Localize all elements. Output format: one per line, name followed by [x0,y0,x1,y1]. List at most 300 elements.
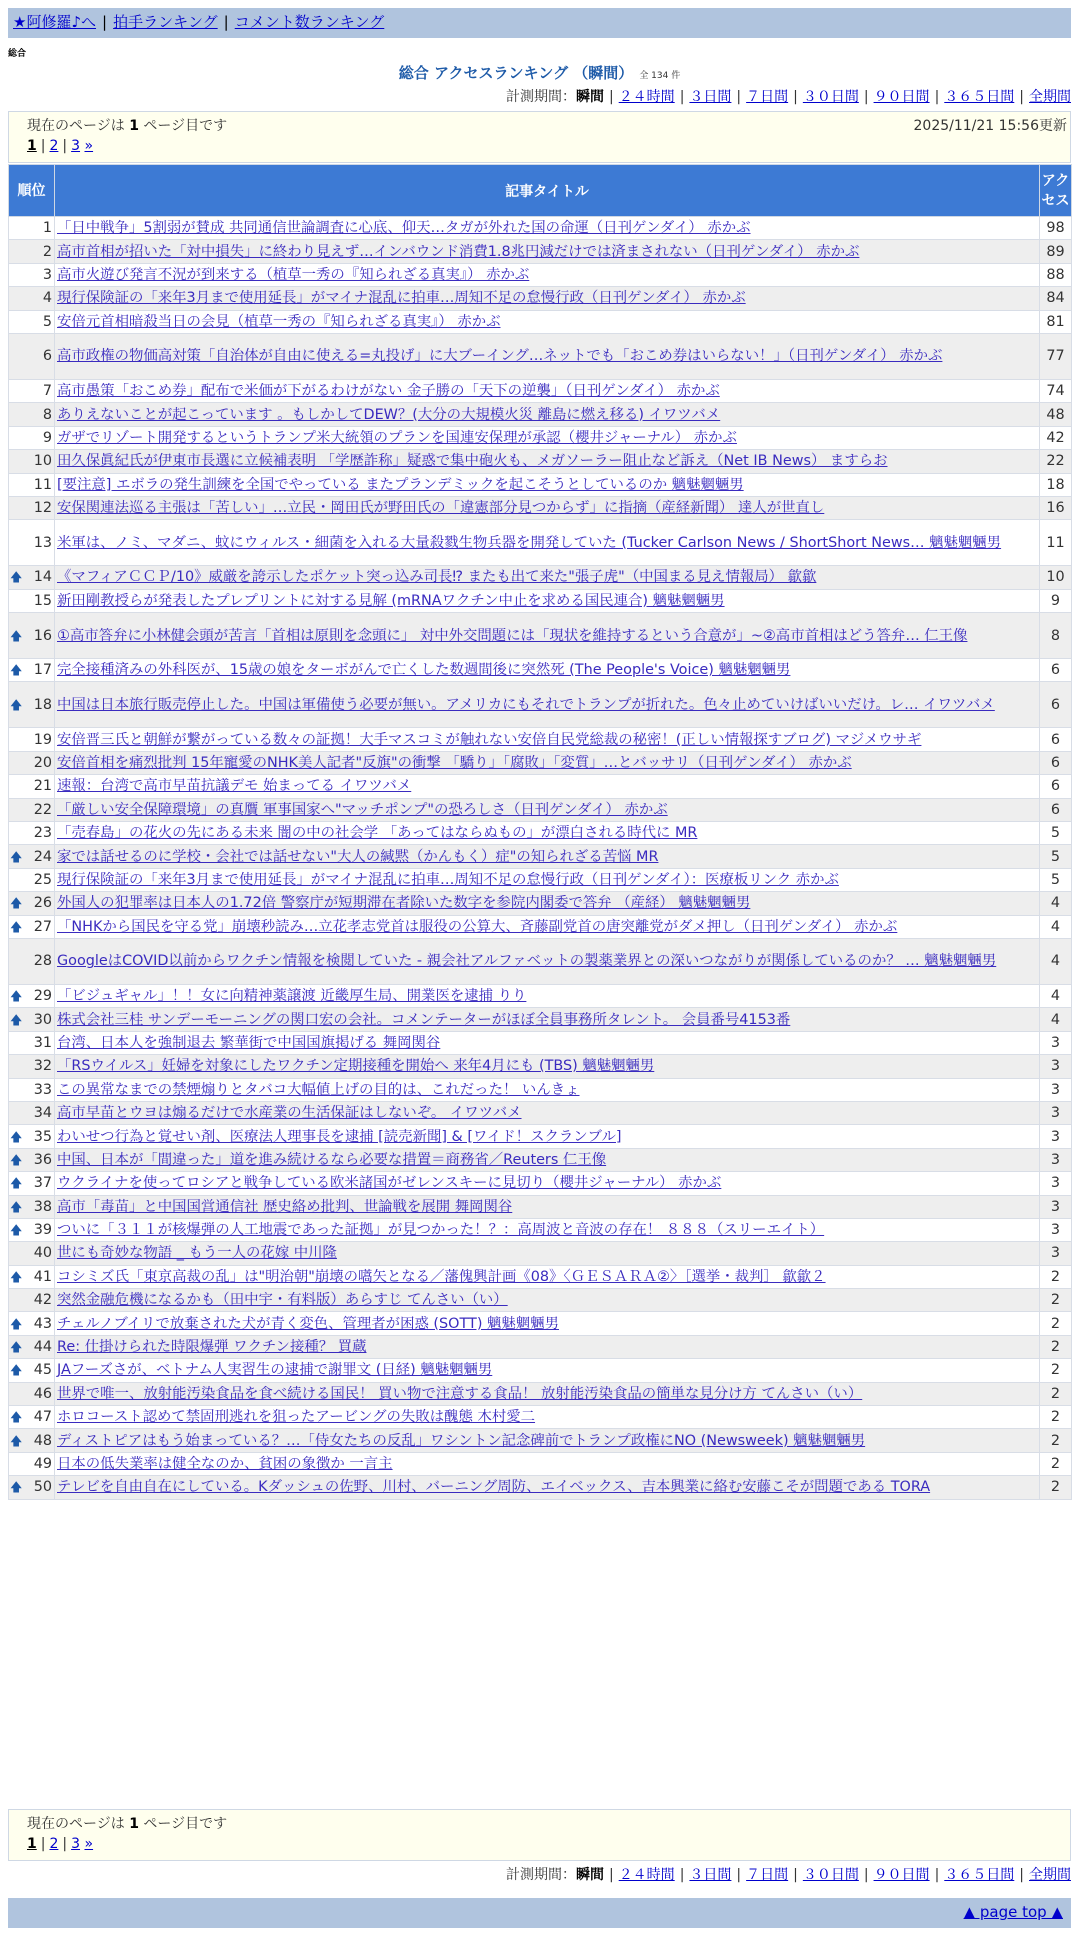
rank-cell [9,1055,55,1078]
rank-number: 42 [33,1292,52,1309]
rank-cell [9,566,55,589]
article-title-link[interactable]: ①高市答弁に小林健会頭が苦言「首相は原則を念頭に」 対中外交問題には「現状を維持するという合意が」~②高市首相はどう答弁… 仁王像 [57,627,968,644]
access-count: 2 [1040,1476,1072,1499]
access-count: 3 [1040,1101,1072,1124]
period-separator: | [736,1867,742,1883]
table-row [9,775,1072,798]
rank-number: 38 [33,1198,52,1215]
pager [27,138,93,154]
rank-number: 6 [42,348,52,365]
access-count: 6 [1040,798,1072,821]
title-cell [55,1055,1040,1078]
pager-separator: | [40,138,46,154]
rank-cell [9,450,55,473]
period-link-0[interactable]: ２４時間 [618,89,675,105]
rank-number: 27 [33,918,52,935]
article-title-link[interactable]: 高市「毒苗」と中国国営通信社 歴史絡め批判、世論戦を展開 舞岡関谷 [57,1198,513,1215]
table-row [9,1218,1072,1241]
access-count: 3 [1040,1125,1072,1148]
access-count: 16 [1040,496,1072,519]
table-row [9,613,1072,659]
table-row [9,1476,1072,1499]
rank-up-arrow-icon: 🡅 [10,1129,23,1144]
access-count: 3 [1040,1078,1072,1101]
rank-number: 15 [33,592,52,609]
page-info-panel-bottom [8,1809,1071,1861]
rank-number: 41 [33,1268,52,1285]
period-separator: | [793,1867,798,1883]
rank-number: 35 [33,1128,52,1145]
title-cell [55,1101,1040,1124]
period-link-5[interactable]: ３６５日間 [944,89,1015,105]
period-link-0[interactable]: ２４時間 [618,1867,675,1883]
rank-cell [9,822,55,845]
article-title-link[interactable]: JAフーズさが、ベトナム人実習生の逮捕で謝罪文 (日経) 魑魅魍魎男 [57,1362,493,1379]
pager-link-page[interactable]: 2 [49,1836,59,1852]
rank-up-arrow-icon: 🡅 [10,849,23,864]
rank-cell [9,1172,55,1195]
pager-link-page[interactable]: 2 [49,138,59,154]
access-count: 3 [1040,1055,1072,1078]
period-separator: | [679,1867,685,1883]
table-row [9,403,1072,426]
title-cell [55,379,1040,402]
article-title-link[interactable]: テレビを自由自在にしている。Kダッシュの佐野、川村、バーニング周防、エイベックス、吉本興業に絡む安藤こそが問題である TORA [57,1479,931,1496]
rank-cell [9,892,55,915]
access-count: 88 [1040,263,1072,286]
rank-up-arrow-icon: 🡅 [10,989,23,1004]
rank-cell [9,589,55,612]
access-count: 3 [1040,1195,1072,1218]
article-title-link[interactable]: 世界で唯一、放射能汚染食品を食べ続ける国民！ 買い物で注意する食品！ 放射能汚染食品の簡単な見分け方 てんさい（い） [57,1385,863,1402]
title-header: 記事タイトル [55,165,1040,217]
article-title-link[interactable]: 《マフィアＣＣＰ/10》威厳を誇示したポケット突っ込み司長⁉ またも出て来た"張子虎"（中国まる見え情報局） 歙歙 [57,569,817,586]
article-title-link[interactable]: 現行保険証の「来年3月まで使用延長」がマイナ混乱に拍車…周知不足の怠慢行政（日刊ゲンダイ） 赤かぶ [57,290,746,307]
article-title-link[interactable]: ホロコースト認めて禁固刑逃れを狙ったアービングの失敗は醜態 木村愛二 [57,1409,536,1426]
table-row [9,1101,1072,1124]
rank-up-arrow-icon: 🡅 [10,1152,23,1167]
pager-separator: | [62,1836,68,1852]
access-count: 2 [1040,1359,1072,1382]
period-selector [506,86,1071,106]
title-cell [55,1125,1040,1148]
article-title-link[interactable]: 外国人の犯罪率は日本人の1.72倍 警察庁が短期滞在者除いた数字を参院内閣委で答弁 （産経） 魑魅魍魎男 [57,895,751,912]
rank-cell [9,1289,55,1312]
rank-cell [9,1125,55,1148]
rank-cell [9,403,55,426]
rank-up-arrow-icon: 🡅 [10,697,23,712]
rank-cell [9,1101,55,1124]
rank-cell [9,1406,55,1429]
page-info-text: 現在のページは 1 ページ目です [27,118,228,134]
rank-cell [9,1312,55,1335]
rank-number: 48 [33,1432,52,1449]
table-row [9,728,1072,751]
article-title-link[interactable]: 中国、日本が「間違った」道を進み続けるなら必要な措置＝商務省／Reuters 仁王像 [57,1151,607,1168]
table-row [9,1429,1072,1452]
access-header: アクセス [1040,165,1072,217]
table-row [9,310,1072,333]
title-cell [55,566,1040,589]
table-row [9,1406,1072,1429]
access-count: 4 [1040,938,1072,984]
title-cell [55,1008,1040,1031]
rank-cell [9,775,55,798]
title-cell [55,287,1040,310]
table-row [9,682,1072,728]
pager-separator: | [62,138,68,154]
rank-number: 23 [33,825,52,842]
table-row [9,450,1072,473]
page-info-panel [8,111,1071,163]
access-count: 4 [1040,915,1072,938]
article-title-link[interactable]: 日本の低失業率は健全なのか、貧困の象徴か 一言主 [57,1455,393,1472]
comment-ranking-link[interactable]: コメント数ランキング [234,13,385,31]
access-count: 8 [1040,613,1072,659]
article-title-link[interactable]: 家では話せるのに学校・会社では話せない"大人の緘黙（かんもく）症"の知られざる苦悩 MR [57,848,659,865]
period-label: 計測期間： [505,89,576,105]
table-row [9,798,1072,821]
rank-cell [9,1218,55,1241]
table-row [9,1008,1072,1031]
table-row [9,845,1072,868]
article-title-link[interactable]: 高市首相が招いた「対中損失」に終わり見えず…インバウンド消費1.8兆円減だけでは済まされない（日刊ゲンダイ） 赤かぶ [57,243,860,260]
period-selector-bottom [506,1864,1071,1884]
title-cell [55,892,1040,915]
period-link-1[interactable]: ３日間 [689,89,732,105]
table-row [9,426,1072,449]
nav-separator: | [102,13,108,31]
rank-cell [9,379,55,402]
rank-number: 29 [33,988,52,1005]
table-row [9,1452,1072,1475]
rank-up-arrow-icon: 🡅 [10,663,23,678]
rank-cell [9,1476,55,1499]
article-title-link[interactable]: 世にも奇妙な物語 _ もう一人の花嫁 中川隆 [57,1245,337,1262]
bottom-bar [8,1898,1071,1928]
article-title-link[interactable]: [要注意] エボラの発生訓練を全国でやっている またプランデミックを起こそうとしているのか 魑魅魍魎男 [57,476,744,493]
title-cell [55,1452,1040,1475]
rank-up-arrow-icon: 🡅 [10,1410,23,1425]
article-title-link[interactable]: ありえないことが起こっています 。もしかしてDEW？(大分の大規模火災 離島に燃え移る) イワツバメ [57,406,721,423]
table-row [9,520,1072,566]
table-row [9,659,1072,682]
rank-up-arrow-icon: 🡅 [10,1316,23,1331]
title-cell [55,403,1040,426]
title-cell [55,1031,1040,1054]
article-title-link[interactable]: 「厳しい安全保障環境」の真贋 軍事国家へ"マッチポンプ"の恐ろしさ（日刊ゲンダイ） 赤かぶ [57,801,668,818]
article-title-link[interactable]: ガザでリゾート開発するというトランプ米大統領のプランを国連安保理が承認（櫻井ジャーナル） 赤かぶ [57,429,737,446]
table-row [9,984,1072,1007]
article-title-link[interactable]: 「NHKから国民を守る党」崩壊秒読み…立花孝志党首は服役の公算大、斉藤副党首の唐突離党がダメ押し（日刊ゲンダイ） 赤かぶ [57,918,898,935]
rank-cell [9,798,55,821]
rank-up-arrow-icon: 🡅 [10,628,23,643]
rank-cell [9,496,55,519]
rank-number: 10 [33,453,52,470]
period-separator: | [736,89,742,105]
article-title-link[interactable]: 高市政権の物価高対策「自治体が自由に使える=丸投げ」に大ブーイング…ネットでも「おこめ券はいらない！」（日刊ゲンダイ） 赤かぶ [57,348,943,365]
access-count: 2 [1040,1429,1072,1452]
top-nav-bar [8,8,1071,38]
access-count: 18 [1040,473,1072,496]
rank-number: 7 [42,383,52,400]
ranking-table-wrap [8,164,1071,1500]
article-title-link[interactable]: 米軍は、ノミ、マダニ、蚊にウィルス・細菌を入れる大量殺戮生物兵器を開発していた (Tucker Carlson News / ShortShort News… 魑魅魍魎男 [57,534,1002,551]
table-row [9,217,1072,240]
rank-cell [9,1359,55,1382]
title-cell [55,217,1040,240]
rank-number: 3 [42,266,52,283]
article-title-link[interactable]: 安倍首相を痛烈批判 15年寵愛のNHK美人記者"反旗"の衝撃 「驕り」「腐敗」「変質」…とバッサリ（日刊ゲンダイ） 赤かぶ [57,755,852,772]
title-cell [55,589,1040,612]
article-title-link[interactable]: わいせつ行為と覚せい剤、医療法人理事長を逮捕 [読売新聞] & [ワイド！スクランブル] [57,1128,622,1145]
rank-cell [9,984,55,1007]
title-cell [55,798,1040,821]
title-cell [55,1195,1040,1218]
access-count: 2 [1040,1312,1072,1335]
article-title-link[interactable]: Re: 仕掛けられた時限爆弾 ワクチン接種？ 買蔵 [57,1339,367,1356]
table-row [9,240,1072,263]
table-row [9,915,1072,938]
total-count: 全 134 件 [639,71,681,81]
article-title-link[interactable]: ついに「３１１が核爆弾の人工地震であった証拠」が見つかった！？：高周波と音波の存在！ ８８８（スリーエイト） [57,1222,825,1239]
table-row [9,473,1072,496]
pager-next-link[interactable]: » [84,1836,94,1852]
period-separator: | [863,89,869,105]
title-cell [55,822,1040,845]
article-title-link[interactable]: 株式会社三桂 サンデーモーニングの関口宏の会社。コメンテーターがほぼ全員事務所タレント。 会員番号4153番 [57,1011,791,1028]
table-row [9,1055,1072,1078]
pager-link-page[interactable]: 3 [71,1836,81,1852]
title-cell [55,915,1040,938]
access-count: 77 [1040,333,1072,379]
article-title-link[interactable]: チェルノブイリで放棄された犬が青く変色、管理者が困惑 (SOTT) 魑魅魍魎男 [57,1315,559,1332]
access-count: 6 [1040,728,1072,751]
title-cell [55,1382,1040,1405]
period-link-6[interactable]: 全期間 [1029,1867,1071,1883]
rank-cell [9,310,55,333]
rank-up-arrow-icon: 🡅 [10,1340,23,1355]
article-title-link[interactable]: GoogleはCOVID以前からワクチン情報を検閲していた - 親会社アルファベットの製薬業界との深いつながりが関係しているのか？ … 魑魅魍魎男 [57,953,997,970]
rank-cell [9,1148,55,1171]
page-info-text: 現在のページは 1 ページ目です [27,1816,228,1832]
title-cell [55,496,1040,519]
access-count: 48 [1040,403,1072,426]
article-title-link[interactable]: 安倍晋三氏と朝鮮が繋がっている数々の証拠！大手マスコミが触れない安倍自民党総裁の秘密！(正しい情報探すブログ) マジメウサギ [57,731,922,748]
rank-cell [9,263,55,286]
article-title-link[interactable]: 中国は日本旅行販売停止した。中国は軍備使う必要が無い。アメリカにもそれでトランプが折れた。色々止めていけばいいだけ。レ… イワツバメ [57,696,995,713]
rank-cell [9,915,55,938]
rank-cell [9,938,55,984]
title-cell [55,938,1040,984]
rank-number: 32 [33,1058,52,1075]
access-count: 4 [1040,1008,1072,1031]
article-title-link[interactable]: ウクライナを使ってロシアと戦争している欧米諸国がゼレンスキーに見切り（櫻井ジャーナル） 赤かぶ [57,1175,722,1192]
article-title-link[interactable]: 「日中戦争」5割弱が賛成 共同通信世論調査に心底、仰天…タガが外れた国の命運（日刊ゲンダイ） 赤かぶ [57,220,751,237]
article-title-link[interactable]: コシミズ氏「東京高裁の乱」は"明治朝"崩壊の嚆矢となる／藩傀興計画《08》〈ＧＥＳＡＲＡ②〉［選挙・裁判］ 歙歙２ [57,1268,826,1285]
article-title-link[interactable]: この異常なまでの禁煙煽りとタバコ大幅値上げの目的は、これだった！ いんきょ [57,1081,580,1098]
rank-number: 8 [42,406,52,423]
period-link-4[interactable]: ９０日間 [873,89,930,105]
title-cell [55,1335,1040,1358]
access-count: 6 [1040,751,1072,774]
rank-cell [9,520,55,566]
rank-cell [9,473,55,496]
title-cell [55,310,1040,333]
article-title-link[interactable]: 高市火遊び発言不況が到来する（植草一秀の『知られざる真実』） 赤かぶ [57,266,530,283]
rank-up-arrow-icon: 🡅 [10,570,23,585]
title-cell [55,984,1040,1007]
title-cell [55,659,1040,682]
rank-cell [9,1382,55,1405]
title-cell [55,1289,1040,1312]
title-cell [55,450,1040,473]
article-title-link[interactable]: 「売春島」の花火の先にある未来 闇の中の社会学 「あってはならぬもの」が漂白される時代に MR [57,825,698,842]
rank-cell [9,333,55,379]
rank-cell [9,1429,55,1452]
access-count: 89 [1040,240,1072,263]
period-link-3[interactable]: ３０日間 [802,1867,859,1883]
period-link-6[interactable]: 全期間 [1029,89,1071,105]
article-title-link[interactable]: 速報：台湾で高市早苗抗議デモ 始まってる イワツバメ [57,778,412,795]
table-row [9,496,1072,519]
period-separator: | [1019,89,1024,105]
title-cell [55,845,1040,868]
page-top-link[interactable]: ▲ page top ▲ [963,1903,1063,1921]
page-title: 総合 アクセスランキング （瞬間） [398,64,634,82]
rank-up-arrow-icon: 🡅 [10,1199,23,1214]
title-cell [55,1242,1040,1265]
article-title-link[interactable]: 突然金融危機になるかも（田中宇・有料版）あらすじ てんさい（い） [57,1292,508,1309]
rank-header: 順位 [9,165,55,217]
rank-number: 37 [33,1175,52,1192]
period-link-1[interactable]: ３日間 [689,1867,732,1883]
rank-up-arrow-icon: 🡅 [10,1223,23,1238]
table-row [9,868,1072,891]
rank-number: 44 [33,1339,52,1356]
period-link-3[interactable]: ３０日間 [802,89,859,105]
access-count: 6 [1040,659,1072,682]
article-title-link[interactable]: 安保関連法巡る主張は「苦しい」…立民・岡田氏が野田氏の「違憲部分見つからず」に指摘（産経新聞） 達人が世直し [57,500,825,517]
article-title-link[interactable]: 台湾、日本人を強制退去 繁華街で中国国旗掲げる 舞岡関谷 [57,1034,441,1051]
article-title-link[interactable]: ディストピアはもう始まっている？…「侍女たちの反乱」ワシントン記念碑前でトランプ政権にNO (Newsweek) 魑魅魍魎男 [57,1432,866,1449]
access-count: 9 [1040,589,1072,612]
article-title-link[interactable]: 現行保険証の「来年3月まで使用延長」がマイナ混乱に拍車…周知不足の怠慢行政（日刊ゲンダイ）：医療板リンク 赤かぶ [57,872,839,888]
article-title-link[interactable]: 高市早苗とウヨは煽るだけで水産業の生活保証はしないぞ。 イワツバメ [57,1105,522,1122]
period-separator: | [679,89,685,105]
table-row [9,1148,1072,1171]
period-separator: | [608,89,614,105]
rank-number: 25 [33,872,52,888]
home-link[interactable]: ★阿修羅♪へ [13,13,97,31]
rank-cell [9,426,55,449]
period-separator: | [934,89,940,105]
rank-number: 2 [42,243,52,260]
article-title-link[interactable]: 「RSウイルス」妊婦を対象にしたワクチン定期接種を開始へ 来年4月にも (TBS) 魑魅魍魎男 [57,1058,655,1075]
rank-number: 19 [33,731,52,748]
title-cell [55,1078,1040,1101]
rank-up-arrow-icon: 🡅 [10,1480,23,1495]
rank-number: 1 [42,220,52,237]
access-count: 2 [1040,1289,1072,1312]
rank-number: 39 [33,1222,52,1239]
title-cell [55,1148,1040,1171]
access-count: 5 [1040,822,1072,845]
article-title-link[interactable]: 新田剛教授らが発表したプレプリントに対する見解 (mRNAワクチン中止を求める国民連合) 魑魅魍魎男 [57,592,725,609]
access-count: 74 [1040,379,1072,402]
access-count: 3 [1040,1172,1072,1195]
table-row [9,1031,1072,1054]
title-cell [55,1218,1040,1241]
rank-up-arrow-icon: 🡅 [10,919,23,934]
rank-number: 49 [33,1455,52,1472]
access-count: 5 [1040,868,1072,891]
period-link-2[interactable]: ７日間 [746,89,789,105]
pager-next-link[interactable]: » [84,138,94,154]
access-count: 2 [1040,1265,1072,1288]
applause-ranking-link[interactable]: 拍手ランキング [113,13,218,31]
title-cell [55,1476,1040,1499]
access-count: 3 [1040,1031,1072,1054]
rank-number: 13 [33,534,52,551]
rank-cell [9,240,55,263]
rank-cell [9,1242,55,1265]
rank-cell [9,287,55,310]
rank-up-arrow-icon: 🡅 [10,1433,23,1448]
title-cell [55,473,1040,496]
rank-cell [9,728,55,751]
pager-link-page[interactable]: 3 [71,138,81,154]
rank-cell [9,613,55,659]
article-title-link[interactable]: 完全接種済みの外科医が、15歳の娘をターボがんで亡くした数週間後に突然死 (The People's Voice) 魑魅魍魎男 [57,662,791,679]
rank-number: 46 [33,1385,52,1402]
access-count: 22 [1040,450,1072,473]
access-count: 98 [1040,217,1072,240]
period-link-5[interactable]: ３６５日間 [944,1867,1015,1883]
title-cell [55,1312,1040,1335]
table-row [9,1335,1072,1358]
article-title-link[interactable]: 「ビジュギャル」！！女に向精神薬譲渡 近畿厚生局、開業医を逮捕 りり [57,988,527,1005]
article-title-link[interactable]: 安倍元首相暗殺当日の会見（植草一秀の『知られざる真実』） 赤かぶ [57,313,501,330]
rank-number: 34 [33,1105,52,1122]
rank-up-arrow-icon: 🡅 [10,1176,23,1191]
article-title-link[interactable]: 高市愚策「おこめ券」配布で米価が下がるわけがない 金子勝の「天下の逆襲」（日刊ゲンダイ） 赤かぶ [57,383,720,400]
rank-number: 31 [33,1034,52,1051]
rank-cell [9,845,55,868]
title-cell [55,333,1040,379]
access-count: 4 [1040,984,1072,1007]
title-cell [55,520,1040,566]
title-cell [55,426,1040,449]
period-link-2[interactable]: ７日間 [746,1867,789,1883]
table-row [9,263,1072,286]
period-link-4[interactable]: ９０日間 [873,1867,930,1883]
table-row [9,287,1072,310]
table-row [9,1125,1072,1148]
table-row [9,892,1072,915]
table-row [9,589,1072,612]
rank-number: 12 [33,500,52,517]
rank-cell [9,217,55,240]
rank-number: 21 [33,778,52,795]
rank-cell [9,868,55,891]
rank-number: 47 [33,1409,52,1426]
table-row [9,333,1072,379]
title-cell [55,1359,1040,1382]
article-title-link[interactable]: 田久保眞紀氏が伊東市長選に立候補表明 「学歴詐称」疑惑で集中砲火も、メガソーラー阻止など訴え（Net IB News） ますらお [57,453,888,470]
rank-cell [9,1008,55,1031]
access-count: 3 [1040,1242,1072,1265]
